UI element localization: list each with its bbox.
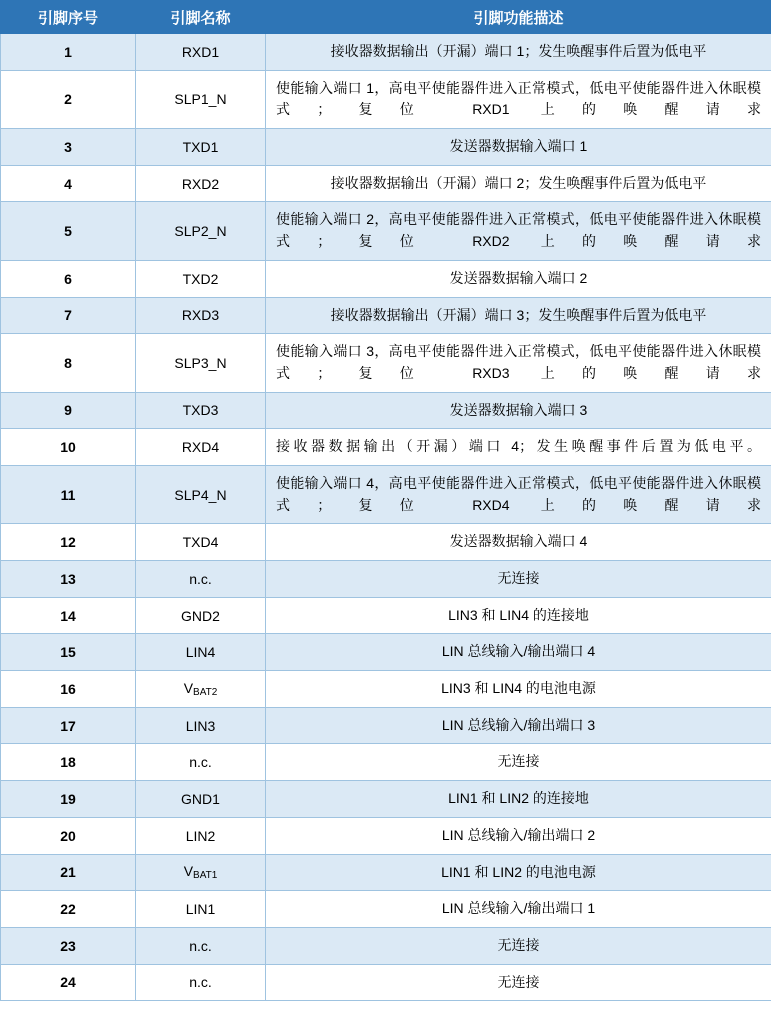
- cell-pin-function: LIN 总线输入/输出端口 2: [266, 817, 771, 854]
- cell-pin-function: 使能输入端口 1，高电平使能器件进入正常模式，低电平使能器件进入休眠模式；复位 RXD1 上的唤醒请求: [266, 70, 771, 128]
- cell-pin-name: TXD4: [136, 524, 266, 561]
- cell-pin-name: TXD3: [136, 392, 266, 429]
- cell-pin-number: 16: [1, 671, 136, 708]
- cell-pin-name: SLP3_N: [136, 334, 266, 392]
- table-row: [1, 429, 771, 466]
- pin-name-base: V: [183, 863, 194, 880]
- table-row: [1, 891, 771, 928]
- cell-pin-name: SLP1_N: [136, 70, 266, 128]
- column-header-pin-function: 引脚功能描述: [266, 1, 771, 34]
- cell-pin-function: LIN 总线输入/输出端口 3: [266, 707, 771, 744]
- cell-pin-name: n.c.: [136, 744, 266, 781]
- cell-pin-name: LIN2: [136, 817, 266, 854]
- pin-name-subscript: BAT1: [193, 870, 218, 882]
- cell-pin-function: 无连接: [266, 964, 771, 1001]
- cell-pin-number: 19: [1, 781, 136, 818]
- cell-pin-function: LIN3 和 LIN4 的电池电源: [266, 671, 771, 708]
- cell-pin-name: RXD3: [136, 297, 266, 334]
- table-row: [1, 854, 771, 891]
- cell-pin-function: 发送器数据输入端口 2: [266, 260, 771, 297]
- table-row: [1, 597, 771, 634]
- table-row: [1, 165, 771, 202]
- cell-pin-function: 无连接: [266, 561, 771, 598]
- cell-pin-name: RXD2: [136, 165, 266, 202]
- table-row: [1, 817, 771, 854]
- cell-pin-name: SLP2_N: [136, 202, 266, 260]
- table-header: [1, 1, 771, 34]
- cell-pin-number: 4: [1, 165, 136, 202]
- cell-pin-function: 无连接: [266, 927, 771, 964]
- cell-pin-name: LIN1: [136, 891, 266, 928]
- cell-pin-name: TXD1: [136, 129, 266, 166]
- cell-pin-name: TXD2: [136, 260, 266, 297]
- cell-pin-number: 20: [1, 817, 136, 854]
- cell-pin-function: 无连接: [266, 744, 771, 781]
- pin-name-subscript: BAT2: [193, 686, 218, 698]
- cell-pin-number: 13: [1, 561, 136, 598]
- cell-pin-function: LIN 总线输入/输出端口 1: [266, 891, 771, 928]
- cell-pin-function: 发送器数据输入端口 4: [266, 524, 771, 561]
- table-row: [1, 524, 771, 561]
- table-row: [1, 707, 771, 744]
- table-row: [1, 561, 771, 598]
- cell-pin-name: RXD4: [136, 429, 266, 466]
- cell-pin-function: LIN3 和 LIN4 的连接地: [266, 597, 771, 634]
- pin-name-base: V: [183, 679, 194, 696]
- cell-pin-number: 3: [1, 129, 136, 166]
- table-row: [1, 781, 771, 818]
- table-header-row: [1, 1, 771, 34]
- cell-pin-number: 24: [1, 964, 136, 1001]
- cell-pin-function: 使能输入端口 2，高电平使能器件进入正常模式，低电平使能器件进入休眠模式；复位 RXD2 上的唤醒请求: [266, 202, 771, 260]
- table-row: [1, 129, 771, 166]
- table-row: [1, 671, 771, 708]
- cell-pin-number: 6: [1, 260, 136, 297]
- table-row: [1, 297, 771, 334]
- table-row: [1, 465, 771, 523]
- table-body: [1, 34, 771, 1001]
- cell-pin-name: n.c.: [136, 927, 266, 964]
- cell-pin-number: 14: [1, 597, 136, 634]
- cell-pin-name: GND1: [136, 781, 266, 818]
- cell-pin-function: LIN1 和 LIN2 的电池电源: [266, 854, 771, 891]
- cell-pin-function: 接收器数据输出（开漏）端口 3；发生唤醒事件后置为低电平: [266, 297, 771, 334]
- table-row: [1, 964, 771, 1001]
- cell-pin-name: LIN3: [136, 707, 266, 744]
- cell-pin-number: 7: [1, 297, 136, 334]
- cell-pin-name: RXD1: [136, 34, 266, 71]
- table-row: [1, 744, 771, 781]
- cell-pin-name: [136, 854, 266, 891]
- table-row: [1, 202, 771, 260]
- cell-pin-number: 21: [1, 854, 136, 891]
- cell-pin-number: 9: [1, 392, 136, 429]
- cell-pin-function: 发送器数据输入端口 1: [266, 129, 771, 166]
- column-header-pin-name: 引脚名称: [136, 1, 266, 34]
- cell-pin-function: LIN1 和 LIN2 的连接地: [266, 781, 771, 818]
- cell-pin-number: 5: [1, 202, 136, 260]
- cell-pin-name: [136, 671, 266, 708]
- cell-pin-name: SLP4_N: [136, 465, 266, 523]
- table-row: [1, 34, 771, 71]
- cell-pin-number: 15: [1, 634, 136, 671]
- cell-pin-number: 22: [1, 891, 136, 928]
- cell-pin-number: 18: [1, 744, 136, 781]
- cell-pin-number: 8: [1, 334, 136, 392]
- cell-pin-function: 使能输入端口 4，高电平使能器件进入正常模式，低电平使能器件进入休眠模式；复位 RXD4 上的唤醒请求: [266, 465, 771, 523]
- cell-pin-name: n.c.: [136, 561, 266, 598]
- cell-pin-function: 接收器数据输出（开漏）端口 1；发生唤醒事件后置为低电平: [266, 34, 771, 71]
- table-row: [1, 260, 771, 297]
- table-row: [1, 392, 771, 429]
- cell-pin-number: 12: [1, 524, 136, 561]
- cell-pin-number: 11: [1, 465, 136, 523]
- column-header-pin-number: 引脚序号: [1, 1, 136, 34]
- table-row: [1, 70, 771, 128]
- cell-pin-function: 使能输入端口 3，高电平使能器件进入正常模式，低电平使能器件进入休眠模式；复位 RXD3 上的唤醒请求: [266, 334, 771, 392]
- cell-pin-number: 2: [1, 70, 136, 128]
- cell-pin-function: 接收器数据输出（开漏）端口 4；发生唤醒事件后置为低电平。: [266, 429, 771, 466]
- cell-pin-function: 发送器数据输入端口 3: [266, 392, 771, 429]
- cell-pin-number: 1: [1, 34, 136, 71]
- table-row: [1, 927, 771, 964]
- cell-pin-number: 17: [1, 707, 136, 744]
- cell-pin-name: LIN4: [136, 634, 266, 671]
- cell-pin-function: LIN 总线输入/输出端口 4: [266, 634, 771, 671]
- cell-pin-function: 接收器数据输出（开漏）端口 2；发生唤醒事件后置为低电平: [266, 165, 771, 202]
- table-row: [1, 634, 771, 671]
- cell-pin-name: GND2: [136, 597, 266, 634]
- table-row: [1, 334, 771, 392]
- cell-pin-number: 10: [1, 429, 136, 466]
- cell-pin-number: 23: [1, 927, 136, 964]
- cell-pin-name: n.c.: [136, 964, 266, 1001]
